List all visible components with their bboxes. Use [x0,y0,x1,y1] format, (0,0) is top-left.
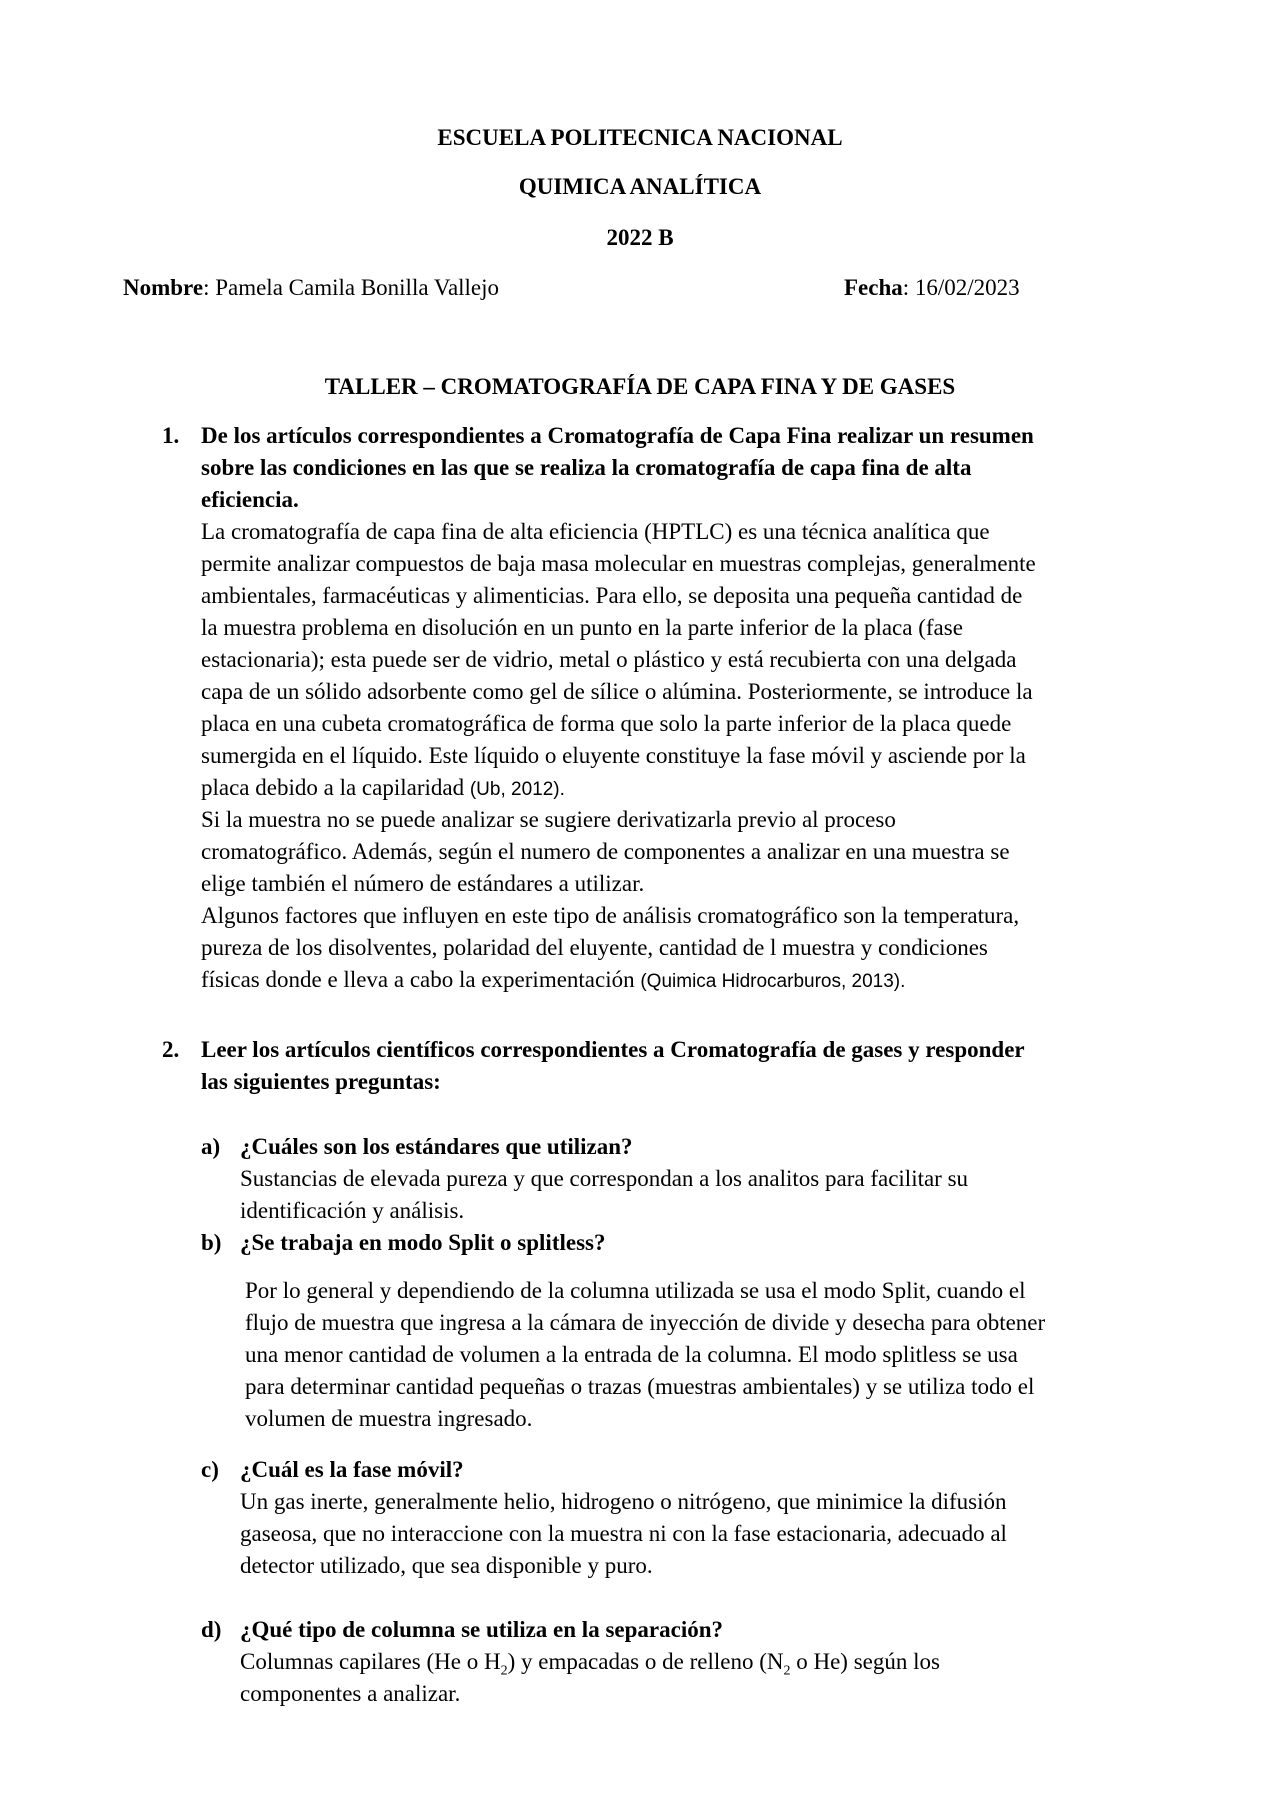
q2a-question: ¿Cuáles son los estándares que utilizan? [240,1134,633,1159]
q1-answer-line: Si la muestra no se puede analizar se sugiere derivatizarla previo al proceso [201,807,896,832]
q2b-answer-line: para determinar cantidad pequeñas o trazas (muestras ambientales) y se utiliza todo el [245,1374,1035,1399]
q2d-subscript: 2 [500,1663,508,1679]
q1-answer-line: La cromatografía de capa fina de alta eficiencia (HPTLC) es una técnica analítica que [201,519,990,544]
date-value: : 16/02/2023 [902,275,1020,300]
q2d-text: ) y empacadas o de relleno (N [507,1649,784,1674]
date-label: Fecha [844,275,903,300]
q1-answer-line: elige también el número de estándares a utilizar. [201,871,645,896]
q2a-answer-line: Sustancias de elevada pureza y que correspondan a los analitos para facilitar su [240,1166,969,1191]
q1-answer-text: físicas donde e lleva a cabo la experimentación [201,967,641,992]
q1-question-line: De los artículos correspondientes a Cromatografía de Capa Fina realizar un resumen [201,423,1034,448]
school-name: ESCUELA POLITECNICA NACIONAL [437,125,843,150]
q2b-answer-line: Por lo general y dependiendo de la columna utilizada se usa el modo Split, cuando el [245,1278,1026,1303]
q2b-answer-line: flujo de muestra que ingresa a la cámara de inyección de divide y desecha para obtener [245,1310,1046,1335]
q2d-answer-line: componentes a analizar. [240,1681,461,1706]
q1-answer-line: sumergida en el líquido. Este líquido o eluyente constituye la fase móvil y asciende por la [201,743,1026,768]
q2c-answer-line: detector utilizado, que sea disponible y puro. [240,1553,653,1578]
q2c-label: c) [201,1457,219,1482]
q2-number: 2. [162,1037,180,1062]
q1-answer-text: placa debido a la capilaridad [201,775,470,800]
q2b-label: b) [201,1230,222,1255]
q2c-answer-line: gaseosa, que no interaccione con la muestra ni con la fase estacionaria, adecuado al [240,1521,1007,1546]
q1-answer-line: placa en una cubeta cromatográfica de forma que solo la parte inferior de la placa quede [201,711,1012,736]
date [844,272,1020,304]
q2-question-line: Leer los artículos científicos correspondientes a Cromatografía de gases y responder [201,1037,1025,1062]
q1-answer-line: Algunos factores que influyen en este tipo de análisis cromatográfico son la temperatura, [201,903,1020,928]
q2d-label: d) [201,1617,222,1642]
q2b-answer-line: volumen de muestra ingresado. [245,1406,533,1431]
name-value: : Pamela Camila Bonilla Vallejo [203,275,500,300]
q2b-answer-line: una menor cantidad de volumen a la entrada de la columna. El modo splitless se usa [245,1342,1018,1367]
q2b-question: ¿Se trabaja en modo Split o splitless? [240,1230,606,1255]
q1-answer-line: la muestra problema en disolución en un punto en la parte inferior de la placa (fase [201,615,963,640]
name-label: Nombre [123,275,204,300]
course-name: QUIMICA ANALÍTICA [518,174,762,199]
q2d-text: o He) según los [790,1649,940,1674]
q2-question-line: las siguientes preguntas: [201,1069,441,1094]
q1-answer-line: cromatográfico. Además, según el numero de componentes a analizar en una muestra se [201,839,1010,864]
citation-quimica: (Quimica Hidrocarburos, 2013). [640,971,906,992]
q1-answer-line: permite analizar compuestos de baja masa molecular en muestras complejas, generalmente [201,551,1036,576]
q1-question-line: sobre las condiciones en las que se realiza la cromatografía de capa fina de alta [201,455,972,480]
q2c-answer-line: Un gas inerte, generalmente helio, hidrogeno o nitrógeno, que minimice la difusión [240,1489,1007,1514]
q1-question-line: eficiencia. [201,487,299,512]
q2d-question: ¿Qué tipo de columna se utiliza en la separación? [240,1617,723,1642]
q2d-text: Columnas capilares (He o H [240,1649,501,1674]
q1-answer-line: estacionaria); esta puede ser de vidrio, metal o plástico y está recubierta con una delgada [201,647,1017,672]
q1-answer-line [201,964,905,998]
term: 2022 B [606,225,674,250]
q2d-answer-line [240,1646,940,1678]
q1-answer-line [201,772,565,806]
q2c-question: ¿Cuál es la fase móvil? [240,1457,464,1482]
q2d-subscript: 2 [783,1663,791,1679]
q2a-label: a) [201,1134,221,1159]
q2a-answer-line: identificación y análisis. [240,1198,465,1223]
citation-ub: (Ub, 2012). [469,779,565,800]
student-name [123,272,499,304]
q1-answer-line: ambientales, farmacéuticas y alimenticias. Para ello, se deposita una pequeña cantidad de [201,583,1023,608]
q1-number: 1. [162,423,180,448]
q1-answer-line: capa de un sólido adsorbente como gel de sílice o alúmina. Posteriormente, se introduce la [201,679,1033,704]
page-title: TALLER – CROMATOGRAFÍA DE CAPA FINA Y DE GASES [324,374,956,399]
q1-answer-line: pureza de los disolventes, polaridad del eluyente, cantidad de l muestra y condiciones [201,935,988,960]
